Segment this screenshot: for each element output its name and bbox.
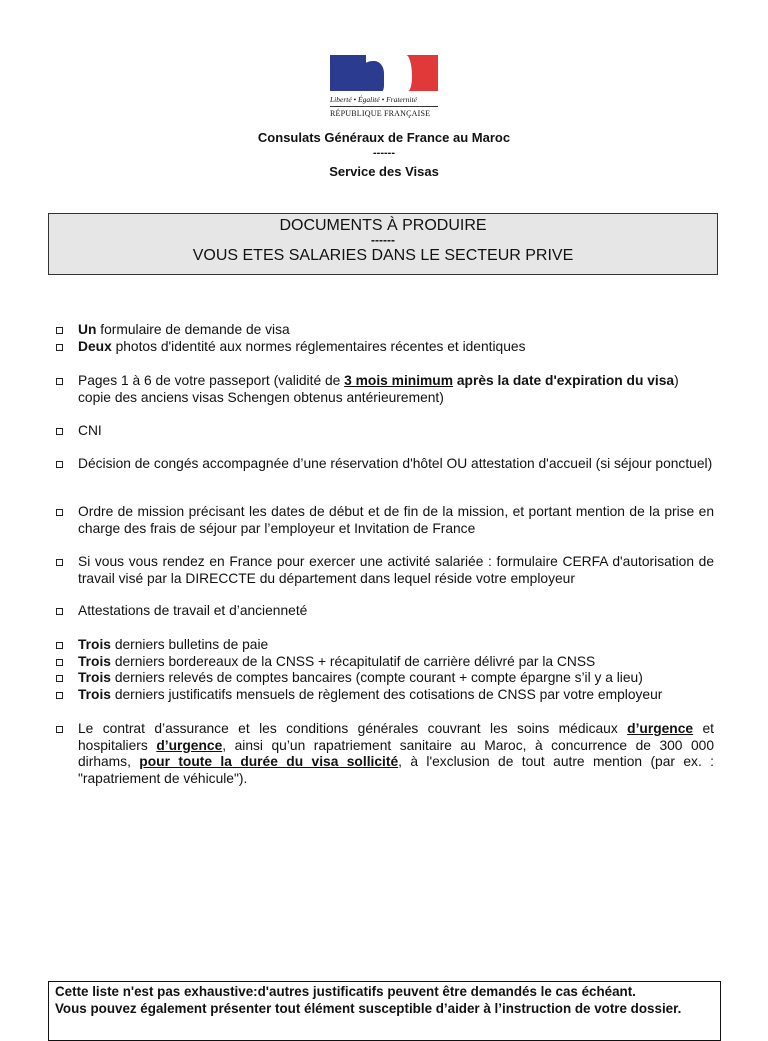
checkbox-bullet-icon: [56, 509, 63, 516]
service-title: Service des Visas: [329, 164, 439, 179]
list-group-7: [56, 603, 714, 620]
checkbox-bullet-icon: [56, 692, 63, 699]
list-group-3: [56, 423, 714, 440]
list-item: Trois derniers bordereaux de la CNSS + récapitulatif de carrière délivré par la CNSS: [56, 654, 714, 671]
list-group-2: [56, 373, 714, 406]
banner-separator: ------: [371, 233, 395, 247]
checkbox-bullet-icon: [56, 428, 63, 435]
checkbox-bullet-icon: [56, 726, 63, 733]
list-item: Ordre de mission précisant les dates de début et de fin de la mission, et portant mention de la prise en charge des frais de séjour par l’employeur et Invitation de France: [56, 504, 714, 537]
disclaimer-line2: Vous pouvez également présenter tout élément susceptible d’aider à l’instruction de votre dossier.: [55, 1001, 682, 1016]
list-item: Attestations de travail et d’ancienneté: [56, 603, 714, 620]
list-group-1: [56, 322, 714, 355]
checkbox-bullet-icon: [56, 378, 63, 385]
logo-divider: [330, 106, 438, 107]
disclaimer-box: [48, 981, 721, 1041]
list-item: Trois derniers justificatifs mensuels de règlement des cotisations de CNSS par votre employeur: [56, 687, 714, 704]
list-group-6: [56, 554, 714, 587]
checkbox-bullet-icon: [56, 675, 63, 682]
documents-banner: [48, 213, 718, 275]
marianne-flag-icon: [330, 55, 438, 91]
list-item: Le contrat d’assurance et les conditions générales couvrant les soins médicaux d’urgence et hospitaliers d’urgence, ainsi qu’un rapatriement sanitaire au Maroc, à concurrence de 300 000 dirhams, pour toute la durée du visa sollicité, à l'exclusion de tout autre mention (par ex. : "rapatriement de véhicule").: [56, 721, 714, 787]
list-group-5: [56, 504, 714, 537]
logo-name: RÉPUBLIQUE FRANÇAISE: [330, 109, 431, 118]
list-group-9: [56, 721, 714, 787]
list-item: Deux photos d'identité aux normes réglementaires récentes et identiques: [56, 339, 714, 356]
banner-line1: DOCUMENTS À PRODUIRE: [279, 217, 487, 234]
list-group-4: [56, 456, 714, 473]
checkbox-bullet-icon: [56, 642, 63, 649]
checkbox-bullet-icon: [56, 327, 63, 334]
consulate-title: Consulats Généraux de France au Maroc: [257, 130, 511, 145]
list-group-8: [56, 637, 714, 703]
header-separator: ------: [373, 147, 395, 159]
logo-motto: Liberté • Égalité • Fraternité: [330, 95, 417, 104]
list-item: Décision de congés accompagnée d’une réservation d'hôtel OU attestation d'accueil (si séjour ponctuel): [56, 456, 714, 473]
list-item: Un formulaire de demande de visa: [56, 322, 714, 339]
list-item: CNI: [56, 423, 714, 440]
republique-francaise-logo: [330, 55, 440, 118]
checkbox-bullet-icon: [56, 559, 63, 566]
checkbox-bullet-icon: [56, 659, 63, 666]
checkbox-bullet-icon: [56, 344, 63, 351]
list-item: Trois derniers bulletins de paie: [56, 637, 714, 654]
checkbox-bullet-icon: [56, 608, 63, 615]
list-item: Pages 1 à 6 de votre passeport (validité de 3 mois minimum après la date d'expiration du visa) copie des anciens visas Schengen obtenus antérieurement): [56, 373, 714, 406]
checkbox-bullet-icon: [56, 461, 63, 468]
list-item: Si vous vous rendez en France pour exercer une activité salariée : formulaire CERFA d'autorisation de travail visé par la DIRECCTE du département dans lequel réside votre employeur: [56, 554, 714, 587]
disclaimer-line1: Cette liste n'est pas exhaustive:d'autres justificatifs peuvent être demandés le cas échéant.: [55, 984, 636, 999]
banner-line2: VOUS ETES SALARIES DANS LE SECTEUR PRIVE: [192, 247, 574, 264]
list-item: Trois derniers relevés de comptes bancaires (compte courant + compte épargne s’il y a lieu): [56, 670, 714, 687]
